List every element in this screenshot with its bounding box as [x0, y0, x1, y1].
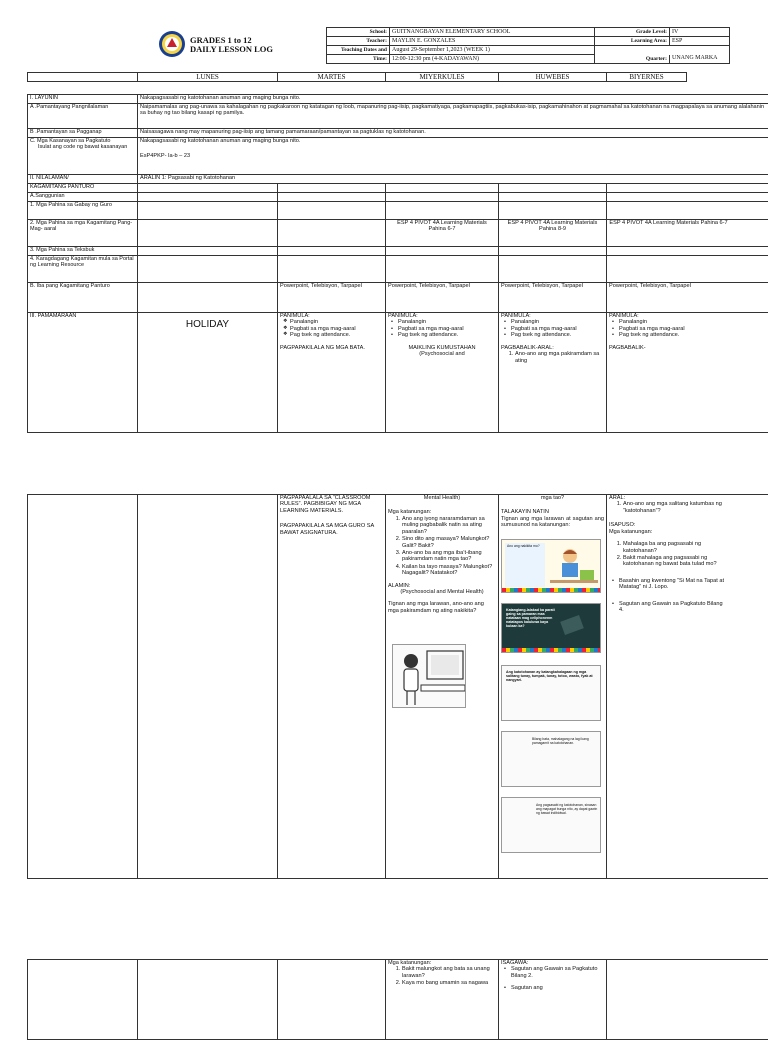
list-item: ❖ Pagbati sa mga mag-aaral: [280, 326, 383, 332]
kumustahan-title: MAIKLING KUMUSTAHAN: [388, 345, 496, 351]
huwebes-page2: [499, 495, 607, 879]
aral-heading: ARAL:: [609, 495, 728, 501]
image-caption-3: Ang katotohanan ay katangkahalagaan ng mga salitang tunay, tumpak, tunay, totoo, wasto, fyak at nangyari.: [506, 670, 598, 682]
panimula-heading: PANIMULA:: [388, 313, 496, 319]
list-item: • Pagbati sa mga mag-aaral: [609, 326, 728, 332]
isapuso-katanungan: Mga katanungan:: [609, 529, 728, 535]
mental-health-text: Mental Health): [388, 495, 496, 501]
image-caption-5: Ang pagsasabi ng katotohanan, sinasan ang mapagat bunga nito, ay dapat gawin ng bawat indibidwal.: [536, 804, 598, 816]
row-label-pamamaraan: III. PAMAMARAAN: [28, 313, 138, 433]
list-item: ❖ Panalangin: [280, 319, 383, 325]
list-item: • Sagutan ang Gawain sa Pagkatuto Bilang 4.: [609, 601, 728, 614]
kasanayan-sublabel: Isulat ang code ng bawat kasanayan: [30, 144, 135, 150]
kasanayan-cell: [138, 138, 768, 175]
holiday-label: HOLIDAY: [138, 313, 278, 433]
panimula-heading: PANIMULA:: [501, 313, 604, 319]
iba-pang-miyerkules: Powerpoint, Telebisyon, Tarpapel: [386, 283, 499, 313]
classroom-rules-text: PAGPAPAALALA SA “CLASSROOM RULES”. PAGBIBIGAY NG MGA LEARNING MATERIALS.: [280, 495, 383, 514]
pagganap-text: Naisasagawa nang may mapanuring pag-iisip ang tamang pamamaraan/pamantayan sa pagtuklas ng katotohanan.: [138, 129, 768, 138]
lesson-grid-page2: [27, 494, 768, 879]
pagbabalik-aral-title: PAGBABALIK-ARAL:: [501, 345, 604, 351]
row-label-pagganap: B .Pamantayan sa Pagganap: [28, 129, 138, 138]
list-item: 1. Bakit malungkot ang bata sa unang larawan?: [402, 966, 496, 979]
kasanayan-code: EsP4PKP- Ia-b – 23: [140, 153, 766, 159]
teaching-dates-value-2: 12:00-12:30 pm (4-KADAYAWAN): [390, 55, 595, 64]
teaching-dates-value-1: August 29-September 1,2023 (WEEK 1): [390, 46, 595, 55]
layunin-text: Nakapagsasabi ng katotohanan anuman ang maging bunga nito.: [138, 95, 768, 104]
lesson-grid-page3: [27, 959, 768, 1040]
list-item: • Pagbati sa mga mag-aaral: [388, 326, 496, 332]
list-item: • Pag tsek ng attendance.: [501, 332, 604, 338]
teacher-illustration: [392, 644, 466, 708]
biyernes-page2: [607, 495, 768, 879]
pagpapakilala-text: PAGPAPAKILALA NG MGA BATA.: [280, 345, 383, 351]
day-huwebes: HUWEBES: [499, 73, 607, 82]
panimula-miyerkules: [386, 313, 499, 433]
row-label-nilalaman: II. NILALAMAN/: [28, 175, 138, 184]
teaching-dates-label-1: Teaching Dates and: [327, 46, 390, 55]
kasanayan-label: C. Mga Kasanayan sa Pagkatuto: [30, 138, 135, 144]
day-biyernes: BIYERNES: [607, 73, 687, 82]
teaching-dates-label-2: Time:: [327, 55, 390, 64]
alamin-heading: ALAMIN:: [388, 583, 496, 589]
quarter-value: UNANG MARKA: [670, 55, 730, 64]
lm-miyerkules: ESP 4 PIVOT 4A Learning Materials Pahina 6-7: [386, 220, 499, 247]
row-label-gabay: 1. Mga Pahina sa Gabay ng Guro: [28, 202, 138, 220]
row-label-kagamitan: KAGAMITANG PANTURO: [28, 184, 138, 193]
miyerkules-page2: [386, 495, 499, 879]
kasanayan-text: Nakapagsasabi ng katotohanan anuman ang maging bunga nito.: [140, 138, 766, 144]
form-title-dll: DAILY LESSON LOG: [190, 45, 273, 55]
day-martes: MARTES: [278, 73, 386, 82]
miyerkules-page3: [386, 960, 499, 1040]
list-item: • Panalangin: [501, 319, 604, 325]
row-label-kasanayan: [28, 138, 138, 175]
grade-level-value: IV: [670, 28, 730, 37]
panimula-heading: PANIMULA:: [609, 313, 728, 319]
panimula-martes: [278, 313, 386, 433]
isapuso-heading: ISAPUSO:: [609, 522, 728, 528]
list-item: • Basahin ang kwentong “Si Mat na Tapat at Matatag” ni J. Lopo.: [609, 578, 728, 591]
learning-area-value: ESP: [670, 37, 730, 46]
talakayin-heading: TALAKAYIN NATIN: [501, 509, 604, 515]
worksheet-image-4: [501, 731, 601, 787]
pangnilalaman-text: Naipamamalas ang pag-unawa sa kahalagahan ng pagkakaroon ng katatagan ng loob, mapanuring pag-iisip, pagkamatiyaga, pagkamapagtiis, pagkabukas-isip, pagkamahinahon at pagmamahal sa katotohanan na magpapalaya sa anumang alalahanin sa buhay ng tao bilang kasapi ng pamilya.: [138, 104, 768, 129]
row-label-iba-pang: B. Iba pang Kagamitang Panturo: [28, 283, 138, 313]
list-item: • Pagbati sa mga mag-aaral: [501, 326, 604, 332]
list-item: 2. Bakit mahalaga ang pagsasabi ng katotohanan ng bawat bata tulad mo?: [623, 555, 728, 568]
list-item: 1. Ano ang iyong nararamdaman sa muling pagbabalik natin sa ating paaralan?: [402, 516, 496, 535]
lm-biyernes: ESP 4 PIVOT 4A Learning Materials Pahina 6-7: [607, 220, 768, 247]
day-miyerkules: MIYERKULES: [386, 73, 499, 82]
nilalaman-text: ARALIN 1: Pagsasabi ng Katotohanan: [138, 175, 768, 184]
katanungan-heading: Mga katanungan:: [388, 509, 496, 515]
image-caption-1: Ano ang nakikita mo?: [505, 543, 545, 587]
image-caption-2: Katangiang-lalakad ka parati gaing sa pamaran mas natataan mag celiphonenm natatapos kaluluwa kaya kulaan ka?: [506, 608, 556, 629]
teacher-label: Teacher:: [327, 37, 390, 46]
panimula-biyernes: [607, 313, 768, 433]
list-item: • Sagutan ang Gawain sa Pagkatuto Bilang 2.: [501, 966, 604, 979]
list-item: 2. Kaya mo bang umamin sa nagawa: [402, 980, 496, 986]
panimula-huwebes: [499, 313, 607, 433]
list-item: 4. Kailan ba tayo masaya? Malungkot? Nagagalit? Natatakot?: [402, 564, 496, 577]
dll-header: [158, 27, 768, 63]
kumustahan-sub: (Psychosocial and: [388, 351, 496, 357]
teacher-value: MAYLIN E. GONZALES: [390, 37, 595, 46]
lesson-grid-page1: [27, 94, 768, 433]
iba-pang-biyernes: Powerpoint, Telebisyon, Tarpapel: [607, 283, 768, 313]
pagpapakilala-guro-text: PAGPAPAKILALA SA MGA GURO SA BAWAT ASIGNATURA.: [280, 523, 383, 536]
worksheet-image-5: [501, 797, 601, 853]
list-item: • Pag tsek ng attendance.: [388, 332, 496, 338]
school-value: GUITNANGBAYAN ELEMENTARY SCHOOL: [390, 28, 595, 37]
day-header-row: [27, 72, 687, 82]
school-label: School:: [327, 28, 390, 37]
row-label-karagdagang: 4. Karagdagang Kagamitan mula sa Portal ng Learning Resource: [28, 256, 138, 283]
form-title-grades: GRADES 1 to 12: [190, 36, 252, 46]
huwebes-page3: [499, 960, 607, 1040]
row-label-layunin: I. LAYUNIN: [28, 95, 138, 104]
pagbabalik-title: PAGBABALIK-: [609, 345, 728, 351]
quarter-label: Quarter:: [595, 55, 670, 64]
list-item: • Panalangin: [609, 319, 728, 325]
list-item: ❖ Pag tsek ng attendance.: [280, 332, 383, 338]
list-item: 1. Ano-ano ang mga pakiramdam sa ating: [515, 351, 604, 364]
image-caption-4: Bilang bata, mahalagang na lagi kang pamagamit na katotohanan.: [532, 738, 598, 746]
grade-level-label: Grade Level:: [595, 28, 670, 37]
iba-pang-huwebes: Powerpoint, Telebisyon, Tarpapel: [499, 283, 607, 313]
worksheet-image-2: [501, 603, 601, 653]
katanungan-heading: Mga katanungan:: [388, 960, 496, 966]
tignan-text: Tignan ang mga larawan, ano-ano ang mga pakiramdam ng ating nakikita?: [388, 601, 496, 614]
mga-tao-text: mga tao?: [501, 495, 604, 501]
row-label-kagamitang-pang: 2. Mga Pahina sa mga Kagamitang Pang- Mag- aaral: [28, 220, 138, 247]
list-item: • Panalangin: [388, 319, 496, 325]
list-item: 1. Ano-ano ang mga salitang katumbas ng “katotohanan”?: [623, 501, 728, 514]
day-lunes: LUNES: [138, 73, 278, 82]
worksheet-image-1: [501, 539, 601, 593]
teacher-drawing-icon: [393, 645, 466, 708]
deped-seal-icon: [158, 30, 186, 58]
martes-page2: [278, 495, 386, 879]
child-drawing-icon: [550, 546, 598, 588]
lm-huwebes: ESP 4 PIVOT 4A Learning Materials Pahina 8-9: [499, 220, 607, 247]
iba-pang-martes: Powerpoint, Telebisyon, Tarpapel: [278, 283, 386, 313]
row-label-teksbuk: 3. Mga Pahina sa Teksbuk: [28, 247, 138, 256]
talakayin-text: Tignan ang mga larawan at sagutan ang sumusunod na katanungan:: [501, 516, 604, 529]
isagawa-heading: ISAGAWA:: [501, 960, 604, 966]
list-item: 1. Mahalaga ba ang pagsasabi ng katotohanan?: [623, 541, 728, 554]
panimula-heading: PANIMULA:: [280, 313, 383, 319]
worksheet-image-3: [501, 665, 601, 721]
row-label-pangnilalaman: A .Pamantayang Pangnilalaman: [28, 104, 138, 129]
list-item: • Sagutan ang: [501, 985, 604, 991]
row-label-sanggunian: A.Sanggunian: [28, 193, 138, 202]
list-item: 2. Sino dito ang masaya? Malungkot? Galit? Bakit?: [402, 536, 496, 549]
alamin-sub: (Psychosocial and Mental Health): [388, 589, 496, 595]
learning-area-label: Learning Area:: [595, 37, 670, 46]
header-info-table: [326, 27, 730, 64]
list-item: • Pag tsek ng attendance.: [609, 332, 728, 338]
list-item: 3. Ano-ano ba ang mga iba’t-ibang pakiramdam natin mga tao?: [402, 550, 496, 563]
